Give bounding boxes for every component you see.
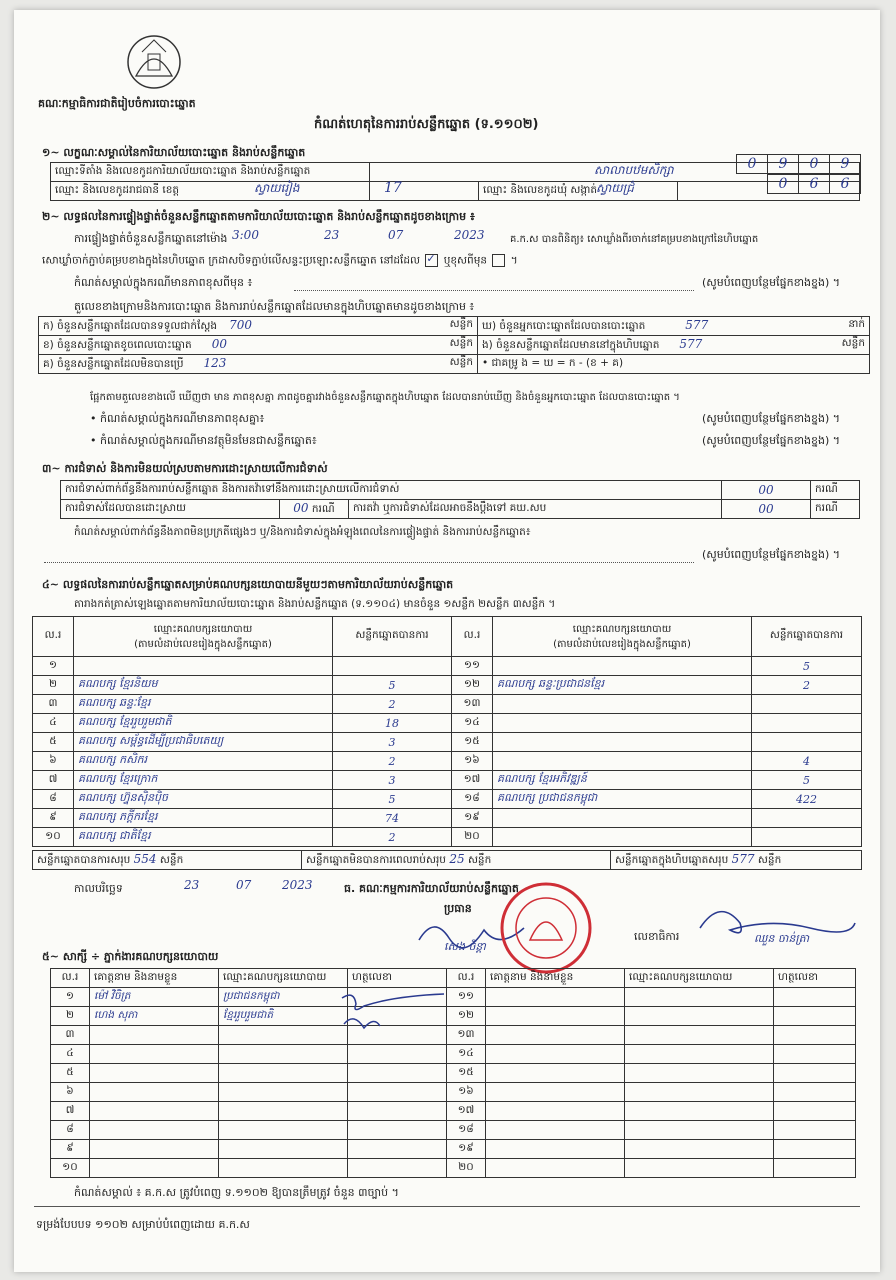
vote-count	[752, 828, 862, 847]
count-c-label: គ) ចំនួនសន្លឹកឆ្នោតដែលមិនបានប្រើ	[43, 357, 184, 370]
form-title: កំណត់ហេតុនៃការរាប់សន្លឹកឆ្នោត (ទ.១១០២)	[314, 117, 539, 132]
unit-c: សន្លឹក	[449, 355, 473, 368]
witness-party	[625, 1083, 774, 1102]
vote-party: គណបក្ស សម្ព័ន្ធដើម្បីប្រជាធិបតេយ្យ	[74, 733, 333, 752]
section2-heading: ២~ លទ្ធផលនៃការផ្ទៀងផ្ទាត់ចំនួនសន្លឹកឆ្នោតតាមការិយាល័យបោះឆ្នោត និងរាប់សន្លឹកឆ្នោតដូចខាងក្រោម ៖	[42, 210, 475, 223]
witness-no: ៤	[51, 1045, 90, 1064]
vote-no: ១០	[33, 828, 74, 847]
verify-line-label: ការផ្ទៀងផ្ទាត់ចំនួនសន្លឹកឆ្នោតនៅម៉ោង	[74, 232, 228, 245]
witness-no: ១៧	[447, 1102, 486, 1121]
witness-signature	[348, 1064, 447, 1083]
vote-count: 2	[333, 695, 452, 714]
code-digit: 9	[767, 154, 799, 174]
witness-party	[625, 1026, 774, 1045]
date-label: កាលបរិច្ឆេទ	[74, 882, 123, 895]
vote-count: 74	[333, 809, 452, 828]
diff-note-label: កំណត់សម្គាល់ក្នុងករណីមានភាពខុសពីមុន ៖	[74, 276, 253, 289]
witness-no: ១៨	[447, 1121, 486, 1140]
objection-table	[60, 480, 860, 519]
witness-name	[90, 1159, 219, 1178]
section5-heading: ៥~ សាក្សី ÷ ភ្នាក់ងារគណបក្សនយោបាយ	[42, 950, 219, 963]
witness-no: ១៤	[447, 1045, 486, 1064]
witness-name	[486, 1045, 625, 1064]
vote-party	[493, 714, 752, 733]
witness-name	[486, 1102, 625, 1121]
vote-row	[33, 828, 862, 847]
witness-signature	[348, 1159, 447, 1178]
province-value: ស្វាយរៀង	[254, 181, 300, 195]
checkbox-different[interactable]	[492, 254, 505, 267]
witness-no: ១៥	[447, 1064, 486, 1083]
vote-row	[33, 676, 862, 695]
col-party2-right: (តាមលំដាប់លេខរៀងក្នុងសន្លឹកឆ្នោត)	[553, 638, 691, 650]
witness-no: ៦	[51, 1083, 90, 1102]
witness-signature	[348, 1140, 447, 1159]
vote-party: គណបក្ស ខ្មែររួបរួមជាតិ	[74, 714, 333, 733]
official-stamp-icon	[498, 880, 594, 976]
witness-party	[625, 1140, 774, 1159]
vote-count: 18	[333, 714, 452, 733]
vote-party	[493, 657, 752, 676]
witness-no: ៧	[51, 1102, 90, 1121]
verify-time: 3:00	[232, 228, 259, 242]
total-valid-label: សន្លឹកឆ្នោតបានការសរុប	[37, 853, 131, 866]
witness-party	[219, 1045, 348, 1064]
vote-party	[493, 733, 752, 752]
votes-table	[32, 616, 862, 847]
vote-count: 5	[333, 676, 452, 695]
vote-no: ៧	[33, 771, 74, 790]
code-digit: 9	[829, 154, 861, 174]
vote-row	[33, 809, 862, 828]
witness-name	[486, 988, 625, 1007]
location-value: សាលាបឋមសិក្សា	[594, 163, 674, 177]
witness-name	[90, 1064, 219, 1083]
vote-party	[74, 657, 333, 676]
section1-heading: ១~ លក្ខណៈសម្គាល់នៃការិយាល័យបោះឆ្នោត និងរាប់សន្លឹកឆ្នោត	[42, 146, 306, 159]
witness-party	[625, 1045, 774, 1064]
fill-note-3: (សូមបំពេញបន្ថែមផ្នែកខាងខ្នង) ។	[702, 434, 841, 447]
unit-a: សន្លឹក	[449, 317, 473, 330]
form-page	[14, 10, 880, 1272]
vote-no: ២	[33, 676, 74, 695]
vote-no: ១	[33, 657, 74, 676]
witness-no: ១២	[447, 1007, 486, 1026]
totals-table	[32, 850, 862, 870]
col-party-right: ឈ្មោះគណបក្សនយោបាយ	[572, 623, 672, 635]
vote-no: ៣	[33, 695, 74, 714]
objection-value: 00	[758, 483, 774, 497]
col-no-right: ល.រ	[452, 617, 493, 657]
count-c-value: 123	[203, 355, 227, 370]
vote-count: 5	[752, 771, 862, 790]
witness-party	[219, 1140, 348, 1159]
witness-party	[625, 988, 774, 1007]
vote-count	[333, 657, 452, 676]
unit-valid: សន្លឹក	[159, 853, 184, 866]
col-party-left: ឈ្មោះគណបក្សនយោបាយ	[153, 623, 253, 635]
vote-no: ១៤	[452, 714, 493, 733]
count-e-value: 577	[679, 336, 703, 351]
vote-row	[33, 714, 862, 733]
witness-name	[486, 1007, 625, 1026]
witness-party	[219, 1159, 348, 1178]
vote-party	[493, 752, 752, 771]
vote-party: គណបក្ស ហ្វ៊ុនស៊ិនប៉ិច	[74, 790, 333, 809]
witness-name	[486, 1064, 625, 1083]
witness-footnote: កំណត់សម្គាល់ ៖ គ.ក.ស ត្រូវបំពេញ ទ.១១០២ ឱ្យបានត្រឹមត្រូវ ចំនួន ៣ច្បាប់ ។	[74, 1186, 399, 1199]
vote-row	[33, 657, 862, 676]
witness-party	[625, 1121, 774, 1140]
unit-b: សន្លឹក	[449, 336, 473, 349]
unit-case-2: ករណី	[311, 502, 335, 515]
witness-row	[51, 1121, 856, 1140]
commune-label: ឈ្មោះ និងលេខកូដឃុំ សង្កាត់	[479, 182, 678, 201]
vote-count	[752, 695, 862, 714]
witness-party	[625, 1064, 774, 1083]
witness-name	[486, 1083, 625, 1102]
vote-count	[752, 733, 862, 752]
witness-signatures-icon	[334, 990, 464, 1040]
witness-no: ១១	[447, 988, 486, 1007]
count-e-label: ង) ចំនួនសន្លឹកឆ្នោតដែលមាននៅក្នុងហិបឆ្នោត	[482, 338, 660, 351]
witness-party	[625, 1007, 774, 1026]
count-d-value: 577	[685, 317, 709, 332]
chair-name: សេង ចិន្ដា	[444, 940, 486, 953]
witness-party	[625, 1159, 774, 1178]
unit-d: នាក់	[848, 317, 865, 330]
unit-box: សន្លឹក	[757, 853, 782, 866]
witness-name	[486, 1159, 625, 1178]
section3-heading: ៣~ ការជំទាស់ និងការមិនយល់ស្របតាមការដោះស្រាយលើការជំទាស់	[42, 462, 328, 475]
w-col-no-left: ល.រ	[51, 969, 90, 988]
witness-no: ៥	[51, 1064, 90, 1083]
w-col-name-left: គោត្តនាម និងនាមខ្លួន	[90, 969, 219, 988]
witness-row	[51, 1064, 856, 1083]
vote-party: គណបក្ស ខ្មែរអភិវឌ្ឍន៍	[493, 771, 752, 790]
vote-count: 2	[333, 752, 452, 771]
vote-count	[752, 809, 862, 828]
witness-signature	[774, 988, 856, 1007]
vote-count: 4	[752, 752, 862, 771]
witness-no: ៩	[51, 1140, 90, 1159]
w-col-party-left: ឈ្មោះគណបក្សនយោបាយ	[219, 969, 348, 988]
witness-signature	[774, 1140, 856, 1159]
location-label: ឈ្មោះទីតាំង និងលេខកូដការិយាល័យបោះឆ្នោត និងរាប់សន្លឹកឆ្នោត	[51, 163, 370, 182]
code-digit: 6	[798, 174, 830, 194]
check-line: ផ្អែកតាមតួលេខខាងលើ ឃើញថា មាន ភាពខុសគ្នា ភាពដូចគ្នារវាងចំនួនសន្លឹកឆ្នោតក្នុងហិបឆ្នោត ដែលបានរាប់ឃើញ និងចំនួនអ្នកបោះឆ្នោត ដែលបានបោះឆ្នោត ។	[90, 392, 680, 403]
vote-row	[33, 733, 862, 752]
witness-name	[90, 1026, 219, 1045]
witness-name	[90, 1140, 219, 1159]
witness-party	[625, 1102, 774, 1121]
date-month: 07	[236, 878, 252, 892]
bullet-object: • កំណត់សម្គាល់ក្នុងករណីមានវត្ថុមិនមែនជាសន្លឹកឆ្នោត៖	[90, 434, 317, 447]
vote-no: ១៩	[452, 809, 493, 828]
col-votes-left: សន្លឹកឆ្នោតបានការ	[333, 617, 452, 657]
witness-signature	[774, 1102, 856, 1121]
objection-label: ការជំទាស់ពាក់ព័ន្ធនឹងការរាប់សន្លឹកឆ្នោត និងការតវ៉ាទៅនឹងការដោះស្រាយលើការជំទាស់	[61, 481, 722, 500]
vote-count: 2	[333, 828, 452, 847]
committee-label: ធ. គណៈកម្មការការិយាល័យរាប់សន្លឹកឆ្នោត	[344, 882, 519, 895]
witness-no: ៨	[51, 1121, 90, 1140]
vote-party: គណបក្ស ប្រជាជនកម្ពុជា	[493, 790, 752, 809]
unit-e: សន្លឹក	[841, 336, 865, 349]
vote-row	[33, 752, 862, 771]
witness-signature	[774, 1026, 856, 1045]
vote-party: គណបក្ស ឆន្ទៈខ្មែរ	[74, 695, 333, 714]
commune-value: ស្វាយជ្រំ	[596, 181, 634, 195]
witness-name: ម៉ៅ វិចិត្រ	[90, 988, 219, 1007]
witness-row	[51, 1083, 856, 1102]
unit-case-1: ករណី	[811, 481, 860, 500]
vote-party: គណបក្ស ជាតិខ្មែរ	[74, 828, 333, 847]
witness-no: ១៩	[447, 1140, 486, 1159]
vote-no: ១៨	[452, 790, 493, 809]
vote-party	[493, 809, 752, 828]
witness-party	[219, 1083, 348, 1102]
vote-party: គណបក្ស ខ្មែរនិយម	[74, 676, 333, 695]
nec-emblem-icon	[124, 32, 184, 94]
witness-signature	[348, 1102, 447, 1121]
witness-no: ២០	[447, 1159, 486, 1178]
witness-row	[51, 1102, 856, 1121]
org-name: គណៈកម្មាធិការជាតិរៀបចំការបោះឆ្នោត	[38, 97, 196, 110]
code-digit: 0	[736, 154, 768, 174]
vote-no: ៤	[33, 714, 74, 733]
witness-party	[219, 1102, 348, 1121]
witness-party	[219, 1064, 348, 1083]
vote-count: 5	[333, 790, 452, 809]
fill-note-1: (សូមបំពេញបន្ថែមផ្នែកខាងខ្នង) ។	[702, 276, 841, 289]
date-day: 23	[184, 878, 200, 892]
vote-count: 3	[333, 771, 452, 790]
section4-heading: ៤~ លទ្ធផលនៃការរាប់សន្លឹកឆ្នោតសម្រាប់គណបក្សនយោបាយនីមួយៗតាមការិយាល័យរាប់សន្លឹកឆ្នោត	[42, 578, 454, 591]
witness-signature	[348, 1045, 447, 1064]
witness-party	[219, 1121, 348, 1140]
total-box: 577	[731, 851, 755, 866]
verify-month: 07	[388, 228, 404, 242]
vote-no: ៥	[33, 733, 74, 752]
vote-no: ៦	[33, 752, 74, 771]
verify-year: 2023	[454, 228, 485, 242]
w-col-sig-right: ហត្ថលេខា	[774, 969, 856, 988]
vote-count: 3	[333, 733, 452, 752]
unit-case-3: ករណី	[811, 500, 860, 519]
witness-name	[90, 1121, 219, 1140]
vote-no: ១៦	[452, 752, 493, 771]
witness-signature	[774, 1064, 856, 1083]
witness-signature	[774, 1045, 856, 1064]
tally-intro: តារាងកត់ត្រាស់ឡេងឆ្នោតតាមការិយាល័យបោះឆ្នោត និងរាប់សន្លឹកឆ្នោត (ទ.១១០៤) មានចំនួន ១សន្លឹក ២សន្លឹក ៣សន្លឹក ។	[74, 598, 556, 610]
witness-name	[90, 1045, 219, 1064]
date-year: 2023	[282, 878, 313, 892]
vote-count: 5	[752, 657, 862, 676]
vote-row	[33, 790, 862, 809]
province-code: 17	[384, 180, 402, 196]
vote-no: ១១	[452, 657, 493, 676]
witness-no: ២	[51, 1007, 90, 1026]
witness-no: ៣	[51, 1026, 90, 1045]
code-digit: 6	[829, 174, 861, 194]
vote-no: ២០	[452, 828, 493, 847]
vote-count: 422	[752, 790, 862, 809]
witness-no: ១៣	[447, 1026, 486, 1045]
secretary-name: ឈួន ចាន់ត្រា	[754, 932, 810, 945]
witness-signature	[774, 1121, 856, 1140]
appeal-label: ការតវ៉ា ឬការជំទាស់ដែលអាចនឹងប្តឹងទៅ គឃ.សប	[349, 500, 722, 519]
province-label: ឈ្មោះ និងលេខកូដរាជធានី ខេត្ត	[51, 182, 370, 201]
vote-no: ៨	[33, 790, 74, 809]
count-a-label: ក) ចំនួនសន្លឹកឆ្នោតដែលបានទទួលជាក់ស្តែង	[43, 319, 218, 332]
vote-row	[33, 771, 862, 790]
counts-intro: តួលេខខាងក្រោមនិងការបោះឆ្នោត និងការរាប់សន្លឹកឆ្នោតដែលមានក្នុងហិបឆ្នោតមានដូចខាងក្រោម ៖	[74, 300, 475, 313]
w-col-party-right: ឈ្មោះគណបក្សនយោបាយ	[625, 969, 774, 988]
resolved-value: 00	[293, 500, 309, 515]
vote-no: ១៣	[452, 695, 493, 714]
fill-note-2: (សូមបំពេញបន្ថែមផ្នែកខាងខ្នង) ។	[702, 412, 841, 425]
col-party2-left: (តាមលំដាប់លេខរៀងក្នុងសន្លឹកឆ្នោត)	[134, 638, 272, 650]
verify-line2: សោឃ្លាំចាក់ភ្ជាប់គម្របខាងក្នុងនៃហិបឆ្នោត ក្រដាសបិទភ្ជាប់លើសន្ទះប្រឡោះសន្លឹកឆ្នោត នៅដដែល ✓ ឬខុសពីមុន ។	[42, 254, 518, 270]
witness-no: ១៦	[447, 1083, 486, 1102]
witness-name	[90, 1083, 219, 1102]
witness-name	[486, 1026, 625, 1045]
verify-day: 23	[324, 228, 340, 242]
form-footer: ទម្រង់បែបបទ ១១០២ សម្រាប់បំពេញដោយ គ.ក.ស	[36, 1218, 250, 1231]
vote-row	[33, 695, 862, 714]
witness-row	[51, 1045, 856, 1064]
vote-no: ១៧	[452, 771, 493, 790]
witness-no: ១	[51, 988, 90, 1007]
witness-row	[51, 1140, 856, 1159]
vote-party: គណបក្ស ភក្ដីករខ្មែរ	[74, 809, 333, 828]
vote-party: គណបក្ស កសិករ	[74, 752, 333, 771]
witness-party: ប្រជាជនកម្ពុជា	[219, 988, 348, 1007]
total-box-label: សន្លឹកឆ្នោតក្នុងហិបឆ្នោតសរុប	[615, 853, 729, 866]
appeal-value: 00	[758, 502, 774, 516]
col-no-left: ល.រ	[33, 617, 74, 657]
witness-name	[486, 1140, 625, 1159]
checkbox-same[interactable]	[425, 254, 438, 267]
witness-row	[51, 1159, 856, 1178]
witness-party	[219, 1026, 348, 1045]
secretary-label: លេខាធិការ	[634, 930, 680, 943]
w-col-no-right: ល.រ	[447, 969, 486, 988]
witness-signature	[774, 1159, 856, 1178]
witness-signature	[774, 1083, 856, 1102]
col-votes-right: សន្លឹកឆ្នោតបានការ	[752, 617, 862, 657]
witness-party: ខ្មែររួបរួមជាតិ	[219, 1007, 348, 1026]
chair-label: ប្រធាន	[444, 902, 472, 915]
witness-no: ១០	[51, 1159, 90, 1178]
witness-signature	[348, 1083, 447, 1102]
count-b-label: ខ) ចំនួនសន្លឹកឆ្នោតខូចពេលបោះឆ្នោត	[43, 338, 192, 351]
formula: • ជាគម្រូ ង = ឃ = ក - (ខ + គ)	[478, 355, 870, 374]
resolved-label: ការជំទាស់ដែលបានដោះស្រាយ	[61, 500, 280, 519]
witness-name	[486, 1121, 625, 1140]
irregularity-note: កំណត់សម្គាល់ពាក់ព័ន្ធនឹងភាពមិនប្រក្រតីផ្សេងៗ ឬ/និងការជំទាស់ក្នុងអំឡុងពេលនៃការផ្ទៀងផ្ទាត់ និងការរាប់សន្លឹកឆ្នោត៖	[74, 526, 531, 538]
witness-name: ហេង សុភា	[90, 1007, 219, 1026]
vote-party	[493, 695, 752, 714]
w-col-name-right: គោត្តនាម និងនាមខ្លួន	[486, 969, 625, 988]
vote-party	[493, 828, 752, 847]
verify-line-rest: គ.ក.ស បានពិនិត្យ៖ សោឃ្លាំងពីរចាក់នៅគម្របខាងក្រៅនៃហិបឆ្នោត	[510, 234, 759, 245]
vote-count: 2	[752, 676, 862, 695]
total-valid: 554	[133, 851, 157, 866]
count-b-value: 00	[211, 336, 227, 351]
vote-no: ១៥	[452, 733, 493, 752]
witness-signature	[774, 1007, 856, 1026]
total-invalid-label: សន្លឹកឆ្នោតមិនបានការពេលរាប់សរុប	[306, 853, 446, 866]
total-invalid: 25	[449, 851, 465, 866]
vote-count	[752, 714, 862, 733]
counts-table	[38, 316, 870, 374]
count-d-label: ឃ) ចំនួនអ្នកបោះឆ្នោតដែលបានបោះឆ្នោត	[482, 319, 646, 332]
count-a-value: 700	[229, 317, 252, 332]
vote-no: ១២	[452, 676, 493, 695]
bullet-diff: • កំណត់សម្គាល់ក្នុងករណីមានភាពខុសគ្នា៖	[90, 412, 265, 425]
witness-name	[90, 1102, 219, 1121]
code-digit: 0	[767, 174, 799, 194]
w-col-sig-left: ហត្ថលេខា	[348, 969, 447, 988]
witness-signature	[348, 1121, 447, 1140]
fill-note-4: (សូមបំពេញបន្ថែមផ្នែកខាងខ្នង) ។	[702, 548, 841, 561]
vote-party: គណបក្ស ឆន្ទៈប្រជាជនខ្មែរ	[493, 676, 752, 695]
vote-party: គណបក្ស ខ្មែរក្រោក	[74, 771, 333, 790]
unit-invalid: សន្លឹក	[467, 853, 492, 866]
code-digit: 0	[798, 154, 830, 174]
vote-no: ៩	[33, 809, 74, 828]
